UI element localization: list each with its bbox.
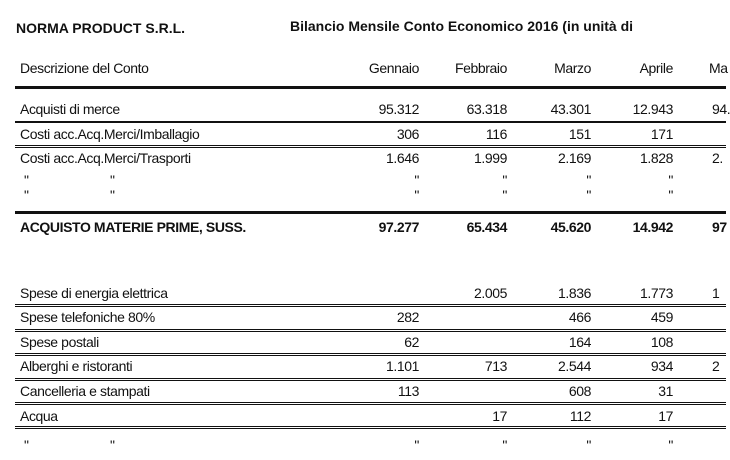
month-value-marzo: 112 xyxy=(569,408,591,424)
account-description: Spese telefoniche 80% xyxy=(20,309,155,325)
month-value-aprile: 31 xyxy=(658,383,673,399)
row-divider xyxy=(15,426,726,429)
month-value-gennaio: " xyxy=(414,187,419,203)
month-value-marzo: 466 xyxy=(568,309,591,325)
account-description-ditto: " xyxy=(110,437,115,453)
account-description-ditto: " xyxy=(110,187,115,203)
row-divider xyxy=(15,304,726,307)
month-value-marzo: 151 xyxy=(568,126,591,142)
row-divider xyxy=(15,329,726,332)
row-divider xyxy=(15,211,726,214)
month-value-marzo: " xyxy=(586,437,591,453)
account-description: Costi acc.Acq.Merci/Imballagio xyxy=(20,126,200,142)
month-value-partial: 97 xyxy=(712,219,727,235)
month-value-febbraio: 713 xyxy=(484,358,507,374)
month-value-partial: 2 xyxy=(712,358,720,374)
row-divider xyxy=(15,121,726,123)
month-value-partial: 2. xyxy=(712,150,723,166)
account-description: Cancelleria e stampati xyxy=(20,383,150,399)
account-description: Costi acc.Acq.Merci/Trasporti xyxy=(20,150,191,166)
column-header-marzo: Marzo xyxy=(554,60,591,76)
month-value-gennaio: " xyxy=(414,437,419,453)
row-divider xyxy=(15,145,726,148)
month-value-marzo: 2.169 xyxy=(557,150,591,166)
month-value-gennaio: 282 xyxy=(396,309,419,325)
month-value-febbraio: 1.999 xyxy=(473,150,507,166)
account-description: Alberghi e ristoranti xyxy=(20,358,133,374)
account-description: " xyxy=(24,172,29,188)
month-value-aprile: 459 xyxy=(650,309,673,325)
month-value-gennaio: " xyxy=(414,172,419,188)
month-value-marzo: 1.836 xyxy=(557,285,591,301)
row-divider xyxy=(15,353,726,356)
account-description: Spese di energia elettrica xyxy=(20,285,168,301)
month-value-aprile: 108 xyxy=(650,334,673,350)
month-value-aprile: 17 xyxy=(658,408,673,424)
month-value-aprile: 12.943 xyxy=(632,101,673,117)
month-value-aprile: " xyxy=(668,437,673,453)
month-value-febbraio: 116 xyxy=(485,126,507,142)
month-value-febbraio: 63.318 xyxy=(466,101,507,117)
account-description-ditto: " xyxy=(110,172,115,188)
row-divider xyxy=(15,86,726,89)
month-value-marzo: 608 xyxy=(568,383,591,399)
account-description: ACQUISTO MATERIE PRIME, SUSS. xyxy=(20,219,246,235)
month-value-aprile: " xyxy=(668,187,673,203)
month-value-febbraio: " xyxy=(502,172,507,188)
month-value-aprile: 1.773 xyxy=(639,285,673,301)
month-value-febbraio: 65.434 xyxy=(466,219,507,235)
month-value-gennaio: 113 xyxy=(397,383,419,399)
row-divider xyxy=(15,378,726,381)
month-value-febbraio: 17 xyxy=(492,408,507,424)
month-value-marzo: " xyxy=(586,172,591,188)
column-header-partial: Ma xyxy=(709,60,728,76)
company-name: NORMA PRODUCT S.R.L. xyxy=(16,20,186,36)
month-value-aprile: " xyxy=(668,172,673,188)
month-value-marzo: 164 xyxy=(568,334,591,350)
month-value-gennaio: 1.101 xyxy=(385,358,419,374)
column-header-gennaio: Gennaio xyxy=(368,60,419,76)
month-value-aprile: 934 xyxy=(650,358,673,374)
month-value-partial: 1 xyxy=(712,285,720,301)
month-value-marzo: 45.620 xyxy=(550,219,591,235)
month-value-febbraio: " xyxy=(502,437,507,453)
row-divider xyxy=(15,402,726,405)
month-value-gennaio: 62 xyxy=(404,334,419,350)
month-value-gennaio: 95.312 xyxy=(378,101,419,117)
month-value-aprile: 1.828 xyxy=(639,150,673,166)
month-value-aprile: 14.942 xyxy=(632,219,673,235)
account-description: Acqua xyxy=(20,408,58,424)
account-description: Spese postali xyxy=(20,334,99,350)
month-value-marzo: 2.544 xyxy=(557,358,591,374)
column-header-aprile: Aprile xyxy=(639,60,673,76)
month-value-febbraio: " xyxy=(502,187,507,203)
month-value-febbraio: 2.005 xyxy=(473,285,507,301)
month-value-gennaio: 306 xyxy=(396,126,419,142)
month-value-marzo: 43.301 xyxy=(550,101,591,117)
month-value-gennaio: 1.646 xyxy=(385,150,419,166)
account-description: Acquisti di merce xyxy=(20,101,120,117)
column-header-febbraio: Febbraio xyxy=(454,60,507,76)
month-value-gennaio: 97.277 xyxy=(378,219,419,235)
account-description: " xyxy=(24,187,29,203)
month-value-aprile: 171 xyxy=(650,126,673,142)
month-value-marzo: " xyxy=(586,187,591,203)
month-value-partial: 94. xyxy=(712,101,730,117)
report-title: Bilancio Mensile Conto Economico 2016 (in unità di xyxy=(290,18,634,34)
column-header-description: Descrizione del Conto xyxy=(20,60,149,76)
account-description: " xyxy=(24,437,29,453)
